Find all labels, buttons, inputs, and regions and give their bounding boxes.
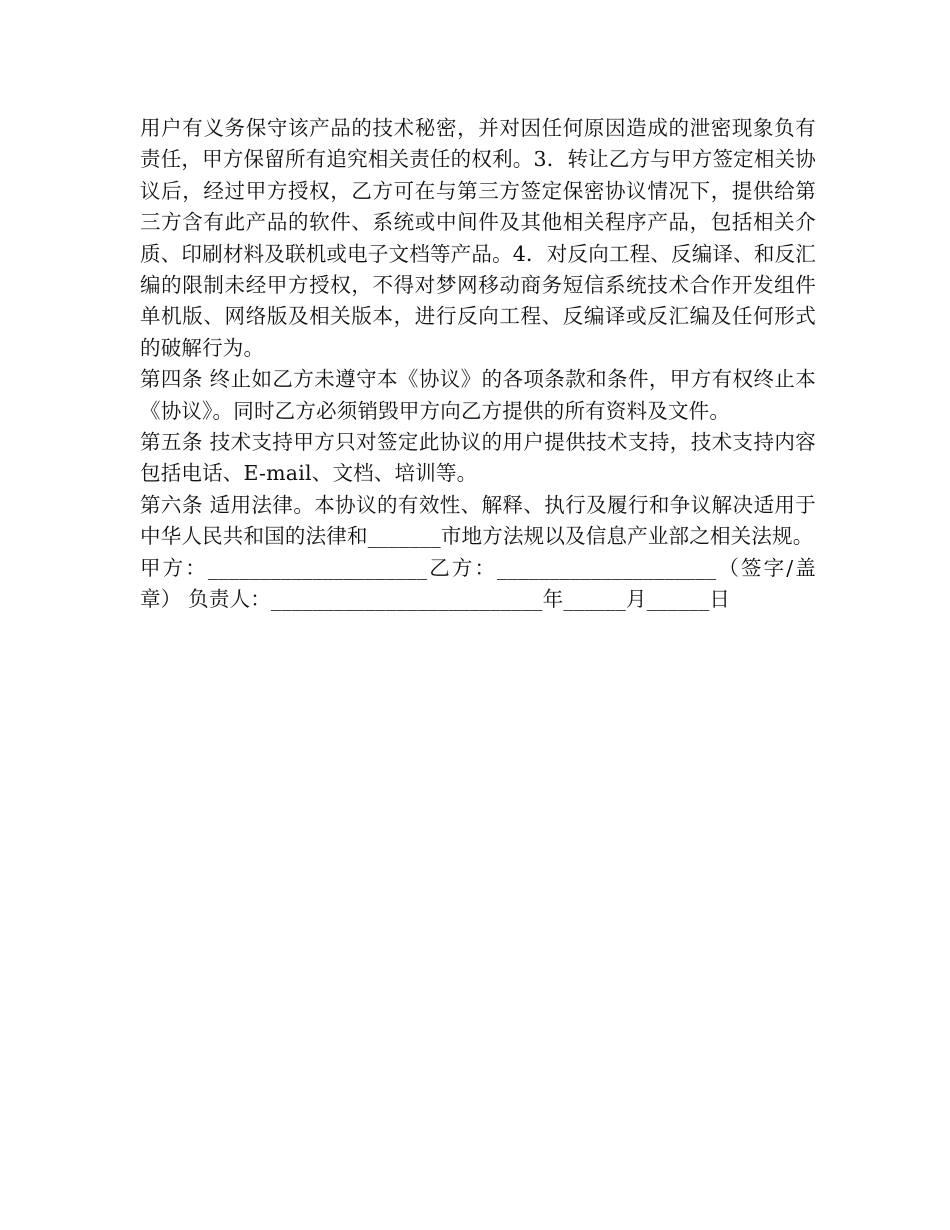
document-body xyxy=(140,113,816,616)
paragraph-confidentiality: 用户有义务保守该产品的技术秘密，并对因任何原因造成的泄密现象负有责任，甲方保留所有追究相关责任的权利。3．转让乙方与甲方签定相关协议后，经过甲方授权，乙方可在与第三方签定保密协议情况下，提供给第三方含有此产品的软件、系统或中间件及其他相关程序产品，包括相关介质、印刷材料及联机或电子文档等产品。4．对反向工程、反编译、和反汇编的限制未经甲方授权，不得对梦网移动商务短信系统技术合作开发组件单机版、网络版及相关版本，进行反向工程、反编译或反汇编及任何形式的破解行为。 xyxy=(140,116,816,360)
paragraph-article-4-termination: 第四条 终止如乙方未遵守本《协议》的各项条款和条件，甲方有权终止本《协议》。同时乙方必须销毁甲方向乙方提供的所有资料及文件。 xyxy=(140,367,816,423)
signature-block: 甲方：_____________________乙方：_____________________（签字/盖章） 负责人：__________________________年______月______日 xyxy=(140,555,816,612)
paragraph-article-5-support: 第五条 技术支持甲方只对签定此协议的用户提供技术支持，技术支持内容包括电话、E-mail、文档、培训等。 xyxy=(140,430,816,486)
paragraph-article-6-law: 第六条 适用法律。本协议的有效性、解释、执行及履行和争议解决适用于中华人民共和国的法律和_______市地方法规以及信息产业部之相关法规。 xyxy=(140,492,816,549)
